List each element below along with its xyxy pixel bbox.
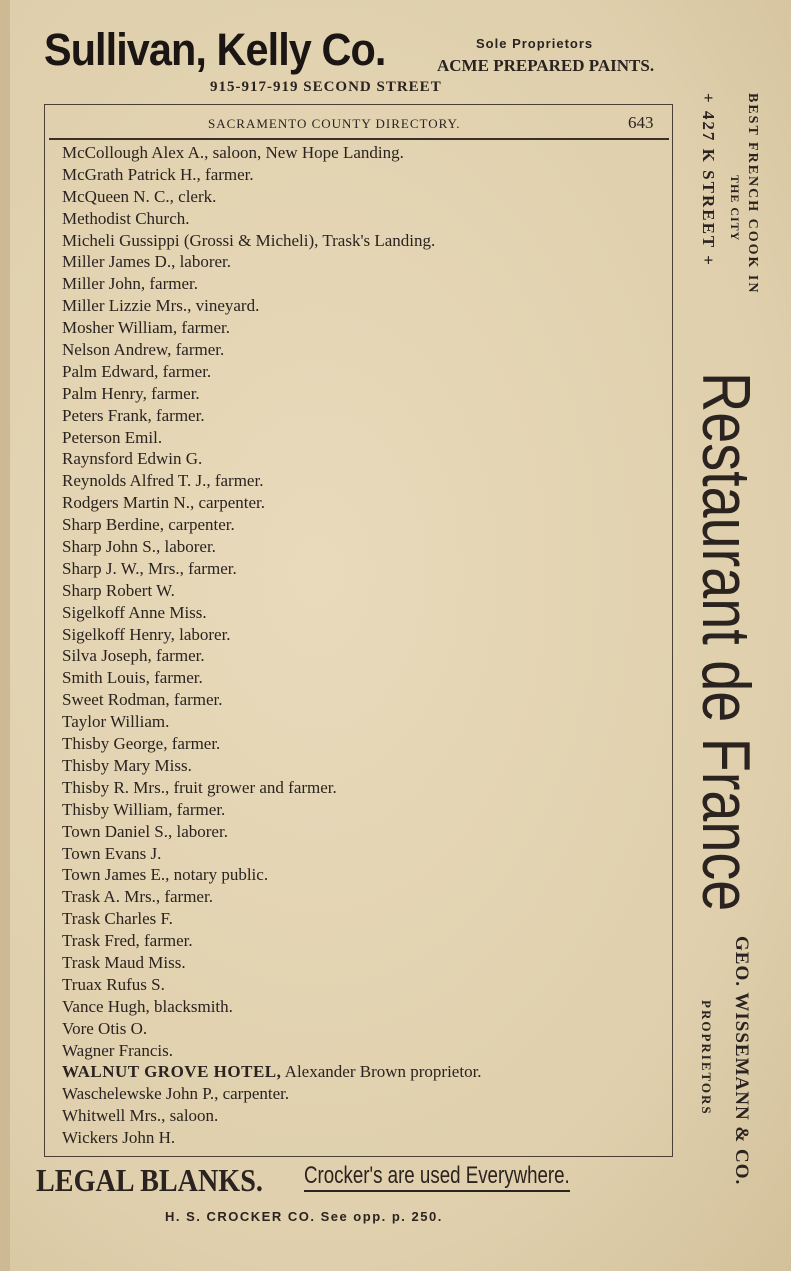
footer-crockers-slogan: Crocker's are used Everywhere. xyxy=(304,1162,570,1192)
side-ad-proprietors-label: PROPRIETORS xyxy=(699,1000,714,1116)
hotel-entry xyxy=(62,1061,667,1083)
directory-entry: McCollough Alex A., saloon, New Hope Landing. xyxy=(62,143,404,162)
directory-entry: Palm Henry, farmer. xyxy=(62,383,200,403)
directory-entry: Trask A. Mrs., farmer. xyxy=(62,887,213,907)
directory-entry: Vance Hugh, blacksmith. xyxy=(62,996,233,1016)
header-paints: ACME PREPARED PAINTS. xyxy=(437,56,655,75)
directory-entry: Nelson Andrew, farmer. xyxy=(62,340,225,360)
directory-entry: McGrath Patrick H., farmer. xyxy=(62,164,254,184)
directory-entry: Waschelewske John P., carpenter. xyxy=(62,1084,290,1104)
directory-entry: Miller John, farmer. xyxy=(62,274,198,294)
directory-entry: Rodgers Martin N., carpenter. xyxy=(62,493,265,513)
directory-entry: Sharp Berdine, carpenter. xyxy=(62,515,235,535)
hotel-name: WALNUT GROVE HOTEL, xyxy=(62,1062,282,1082)
directory-entry: Smith Louis, farmer. xyxy=(62,668,203,688)
directory-entry: Peterson Emil. xyxy=(62,427,163,447)
hotel-proprietor: Alexander Brown proprietor. xyxy=(281,1062,482,1082)
directory-entry: Miller James D., laborer. xyxy=(62,252,232,272)
directory-entry: McQueen N. C., clerk. xyxy=(62,186,217,206)
footer-legal-blanks: LEGAL BLANKS. xyxy=(36,1162,263,1198)
directory-entry: Sweet Rodman, farmer. xyxy=(62,690,223,710)
directory-entry: Sigelkoff Anne Miss. xyxy=(62,602,207,622)
directory-entry: Trask Fred, farmer. xyxy=(62,931,193,951)
directory-entry: Micheli Gussippi (Grossi & Micheli), Trask's Landing. xyxy=(62,230,436,250)
directory-entries xyxy=(62,142,667,1149)
directory-entry: Wagner Francis. xyxy=(62,1040,173,1060)
directory-entry: Truax Rufus S. xyxy=(62,974,165,994)
directory-entry: Sharp John S., laborer. xyxy=(62,537,216,557)
directory-entry: Raynsford Edwin G. xyxy=(62,449,203,469)
footer-crocker-company: H. S. CROCKER CO. See opp. p. 250. xyxy=(165,1209,443,1224)
directory-entry: Thisby George, farmer. xyxy=(62,734,221,754)
directory-entry: Methodist Church. xyxy=(62,208,190,228)
directory-entry: Sharp J. W., Mrs., farmer. xyxy=(62,558,237,578)
directory-entry: Mosher William, farmer. xyxy=(62,318,231,338)
header-sole-proprietors: Sole Proprietors xyxy=(476,36,594,51)
running-head: SACRAMENTO COUNTY DIRECTORY. xyxy=(208,116,461,131)
directory-entry: Thisby William, farmer. xyxy=(62,799,226,819)
directory-entry: Peters Frank, farmer. xyxy=(62,405,205,425)
header-address: 915-917-919 SECOND STREET xyxy=(210,79,442,95)
side-ad-proprietor-name: GEO. WISSEMANN & CO. xyxy=(731,936,752,1186)
side-ad-best-cook: BEST FRENCH COOK IN xyxy=(745,93,760,295)
page-edge xyxy=(0,0,10,1271)
directory-entry: Sigelkoff Henry, laborer. xyxy=(62,624,231,644)
side-ad-the-city: THE CITY xyxy=(728,175,742,242)
directory-entry: Trask Charles F. xyxy=(62,909,173,929)
directory-entry: Sharp Robert W. xyxy=(62,580,175,600)
directory-entry: Town Evans J. xyxy=(62,843,162,863)
side-ad-street: + 427 K STREET + xyxy=(699,93,718,267)
directory-entry: Thisby R. Mrs., fruit grower and farmer. xyxy=(62,777,337,797)
directory-entry: Wickers John H. xyxy=(62,1128,176,1148)
directory-entry: Reynolds Alfred T. J., farmer. xyxy=(62,471,264,491)
directory-entry: Town Daniel S., laborer. xyxy=(62,821,228,841)
directory-entry: Taylor William. xyxy=(62,712,170,732)
directory-entry: Town James E., notary public. xyxy=(62,865,269,885)
header-rule xyxy=(49,138,669,140)
header-company-name: Sullivan, Kelly Co. xyxy=(44,24,386,75)
directory-entry: Trask Maud Miss. xyxy=(62,952,186,972)
directory-entry: Vore Otis O. xyxy=(62,1018,148,1038)
directory-entry: Whitwell Mrs., saloon. xyxy=(62,1106,219,1126)
directory-entry: Palm Edward, farmer. xyxy=(62,361,212,381)
side-ad-restaurant-name: Restaurant de France xyxy=(688,372,764,912)
directory-entry: Thisby Mary Miss. xyxy=(62,755,192,775)
directory-entry: Silva Joseph, farmer. xyxy=(62,646,205,666)
directory-entry: Miller Lizzie Mrs., vineyard. xyxy=(62,296,260,316)
page-number: 643 xyxy=(628,113,654,132)
